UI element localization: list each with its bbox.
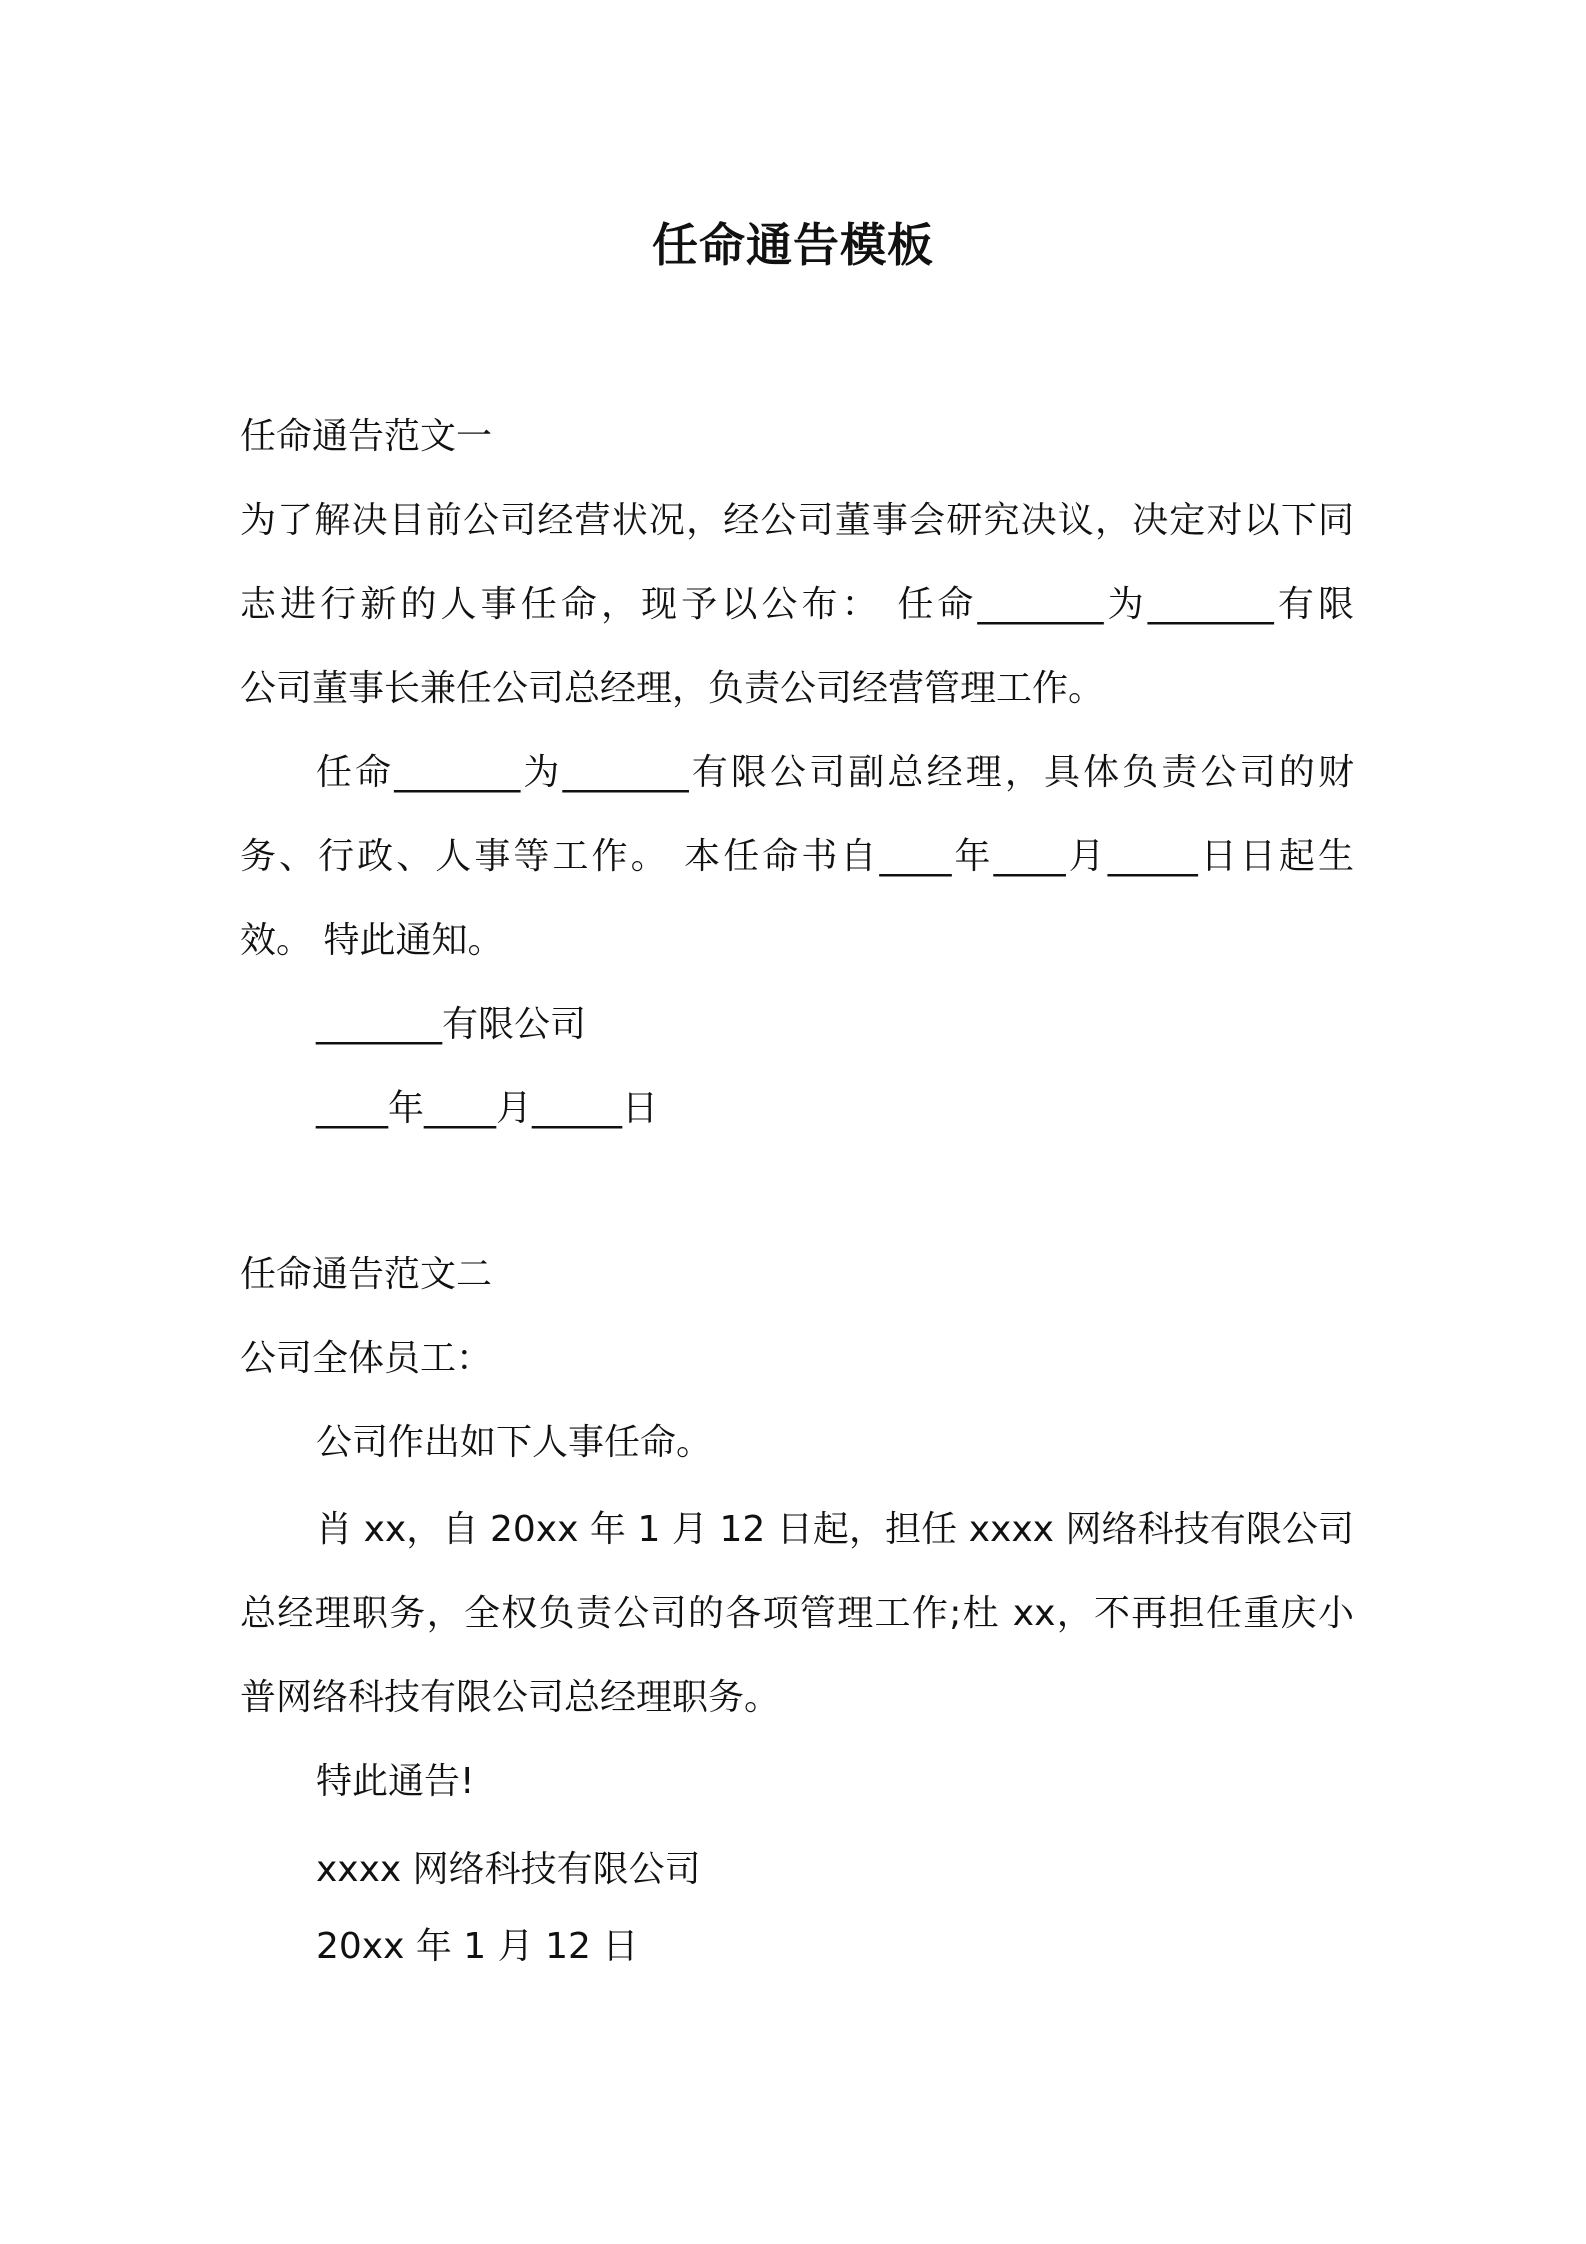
signature-company: _______有限公司	[316, 1004, 587, 1045]
paragraph-line: 肖 xx，自 20xx 年 1 月 12 日起，担任 xxxx 网络科技有限公司	[316, 1509, 1354, 1550]
paragraph-line: 志进行新的人事任命，现予以公布： 任命_______为_______有限	[240, 584, 1354, 625]
paragraph-line: 为了解决目前公司经营状况，经公司董事会研究决议，决定对以下同	[240, 500, 1354, 541]
paragraph-line: 普网络科技有限公司总经理职务。	[240, 1677, 781, 1718]
paragraph-line: 任命_______为_______有限公司副总经理，具体负责公司的财	[316, 752, 1354, 793]
paragraph-line: 效。 特此通知。	[240, 920, 504, 961]
paragraph-line: 总经理职务，全权负责公司的各项管理工作;杜 xx，不再担任重庆小	[240, 1593, 1354, 1634]
closing-notice: 特此通告!	[316, 1761, 475, 1802]
signature-date: 20xx 年 1 月 12 日	[316, 1926, 639, 1967]
signature-company: xxxx 网络科技有限公司	[316, 1849, 701, 1890]
salutation: 公司全体员工：	[240, 1338, 493, 1379]
signature-date: ____年____月_____日	[316, 1088, 658, 1129]
paragraph-line: 公司董事长兼任公司总经理，负责公司经营管理工作。	[240, 668, 1105, 709]
section-heading-2: 任命通告范文二	[240, 1254, 493, 1295]
section-heading-1: 任命通告范文一	[240, 416, 493, 457]
document-title: 任命通告模板	[652, 218, 934, 272]
paragraph-line: 公司作出如下人事任命。	[316, 1422, 713, 1463]
paragraph-line: 务、行政、人事等工作。 本任命书自____年____月_____日日起生	[240, 836, 1354, 877]
